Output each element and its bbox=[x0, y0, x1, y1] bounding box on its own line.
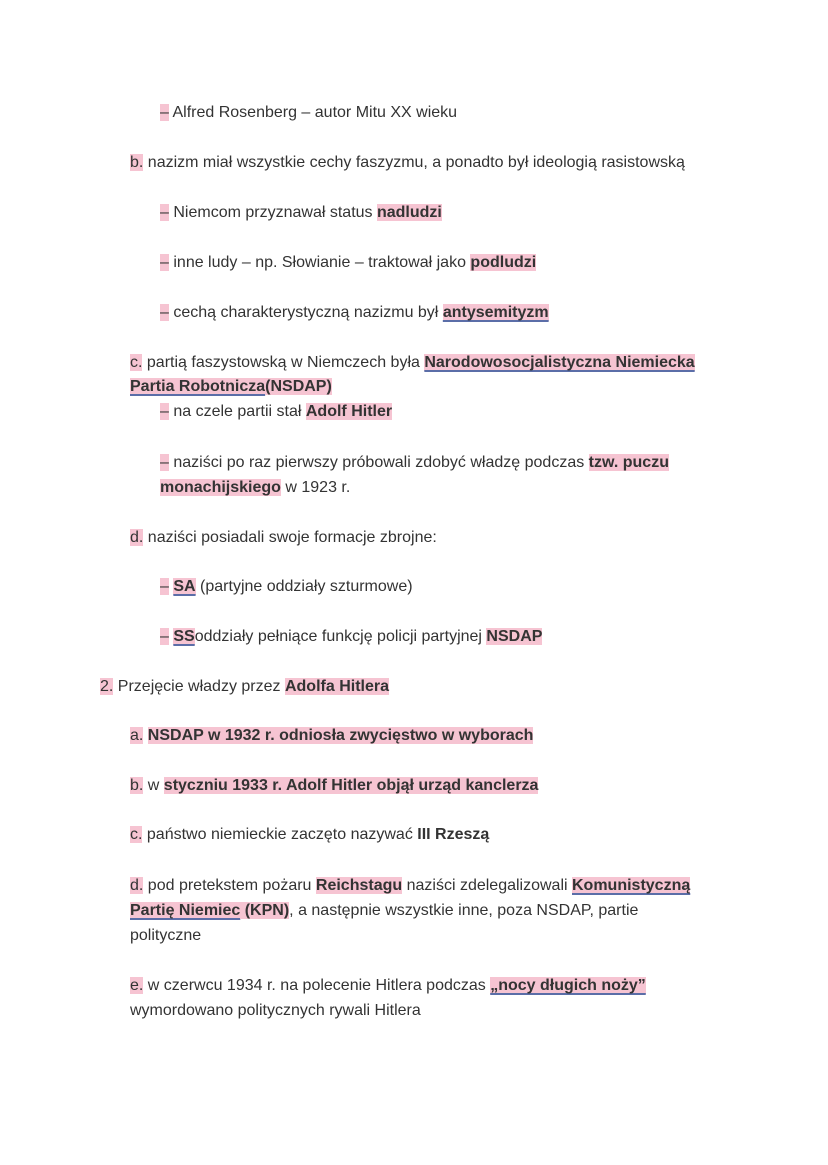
item-text: , a następnie wszystkie inne, poza NSDAP, partie bbox=[289, 902, 639, 919]
item-text: polityczne bbox=[130, 927, 202, 944]
list-marker: e. bbox=[130, 977, 144, 994]
term-abbr: (NSDAP) bbox=[265, 378, 332, 395]
item-text: wymordowano politycznych rywali Hitlera bbox=[130, 1002, 421, 1019]
item-text: naziści posiadali swoje formacje zbrojne: bbox=[147, 529, 437, 546]
term-highlight: Reichstagu bbox=[315, 877, 403, 894]
term-highlight: styczniu 1933 r. Adolf Hitler objął urząd kanclerza bbox=[163, 777, 539, 794]
term-highlight: SS bbox=[173, 628, 195, 645]
list-item-rosenberg bbox=[160, 100, 457, 126]
list-item-e-noze-cont bbox=[130, 998, 421, 1024]
term-highlight: NSDAP bbox=[486, 628, 543, 645]
term-highlight: NSDAP w 1932 r. odniosła zwycięstwo w wyborach bbox=[147, 727, 534, 744]
dash-marker: – bbox=[160, 403, 169, 420]
dash-marker: – bbox=[160, 454, 169, 471]
item-text: (partyjne oddziały szturmowe) bbox=[195, 578, 413, 595]
list-item-d-formacje bbox=[130, 525, 437, 551]
list-marker: c. bbox=[130, 354, 143, 371]
list-item-e-noze bbox=[130, 973, 646, 999]
item-text: w 1923 r. bbox=[280, 479, 351, 496]
list-item-nadludzi bbox=[160, 200, 442, 226]
list-item-b-kanclerz bbox=[130, 773, 538, 799]
item-text: na czele partii stał bbox=[173, 403, 306, 420]
item-text: państwo niemieckie zaczęto nazywać bbox=[146, 826, 418, 843]
list-item-c-partia bbox=[130, 350, 695, 376]
item-text: naziści po raz pierwszy próbowali zdobyć władzę podczas bbox=[173, 454, 589, 471]
dash-marker: – bbox=[160, 304, 169, 321]
term-highlight: Partia Robotnicza bbox=[130, 378, 266, 395]
term-highlight: Adolfa Hitlera bbox=[284, 678, 389, 695]
list-item-antysemityzm bbox=[160, 300, 549, 326]
term-highlight: nadludzi bbox=[376, 204, 442, 221]
dash-marker: – bbox=[160, 578, 169, 595]
list-marker: b. bbox=[130, 154, 144, 171]
list-marker: d. bbox=[130, 529, 144, 546]
list-item-pucz-cont bbox=[160, 475, 350, 501]
item-text: Alfred Rosenberg – autor Mitu XX wieku bbox=[172, 104, 458, 121]
term-highlight: SA bbox=[173, 578, 196, 595]
item-text: Niemcom przyznawał status bbox=[173, 204, 377, 221]
section-heading-2 bbox=[100, 674, 389, 700]
item-text: pod pretekstem pożaru bbox=[147, 877, 316, 894]
term-highlight: tzw. puczu bbox=[588, 454, 669, 471]
item-text: oddziały pełniące funkcję policji partyjnej bbox=[194, 628, 487, 645]
term-highlight: „nocy długich noży” bbox=[490, 977, 646, 994]
list-item-hitler-czele bbox=[160, 399, 392, 425]
list-item-podludzi bbox=[160, 250, 536, 276]
item-text: naziści zdelegalizowali bbox=[402, 877, 572, 894]
list-marker: d. bbox=[130, 877, 144, 894]
list-item-a-wybory bbox=[130, 723, 533, 749]
term-bold: III Rzeszą bbox=[417, 826, 490, 843]
list-item-d-reichstag bbox=[130, 873, 690, 899]
list-marker: 2. bbox=[100, 678, 114, 695]
list-marker: a. bbox=[130, 727, 144, 744]
dash-marker: – bbox=[160, 254, 169, 271]
list-item-d-reichstag-cont bbox=[130, 898, 638, 924]
item-text: cechą charakterystyczną nazizmu był bbox=[173, 304, 443, 321]
term-highlight: Adolf Hitler bbox=[305, 403, 393, 420]
item-text: w czerwcu 1934 r. na polecenie Hitlera podczas bbox=[147, 977, 491, 994]
dash-marker: – bbox=[160, 204, 169, 221]
term-highlight: Partię Niemiec bbox=[130, 902, 241, 919]
term-highlight: Komunistyczną bbox=[572, 877, 691, 894]
item-text: w bbox=[147, 777, 164, 794]
list-item-d-reichstag-cont2 bbox=[130, 923, 201, 949]
term-highlight: podludzi bbox=[470, 254, 537, 271]
list-marker: b. bbox=[130, 777, 144, 794]
list-item-pucz bbox=[160, 450, 669, 476]
term-highlight: Narodowosocjalistyczna Niemiecka bbox=[424, 354, 695, 371]
list-marker: c. bbox=[130, 826, 143, 843]
list-item-ss bbox=[160, 624, 542, 650]
list-item-c-rzesza bbox=[130, 822, 489, 848]
term-abbr: (KPN) bbox=[240, 902, 290, 919]
item-text: partią faszystowską w Niemczech była bbox=[146, 354, 425, 371]
dash-marker: – bbox=[160, 628, 169, 645]
term-highlight: monachijskiego bbox=[160, 479, 281, 496]
list-item-c-partia-cont bbox=[130, 374, 332, 400]
item-text: Przejęcie władzy przez bbox=[117, 678, 285, 695]
item-text: inne ludy – np. Słowianie – traktował jako bbox=[173, 254, 471, 271]
list-item-sa bbox=[160, 574, 413, 600]
item-text: nazizm miał wszystkie cechy faszyzmu, a ponadto był ideologią rasistowską bbox=[147, 154, 685, 171]
list-item-b-nazizm bbox=[130, 150, 685, 176]
term-highlight: antysemityzm bbox=[442, 304, 549, 321]
dash-marker: – bbox=[160, 104, 169, 121]
